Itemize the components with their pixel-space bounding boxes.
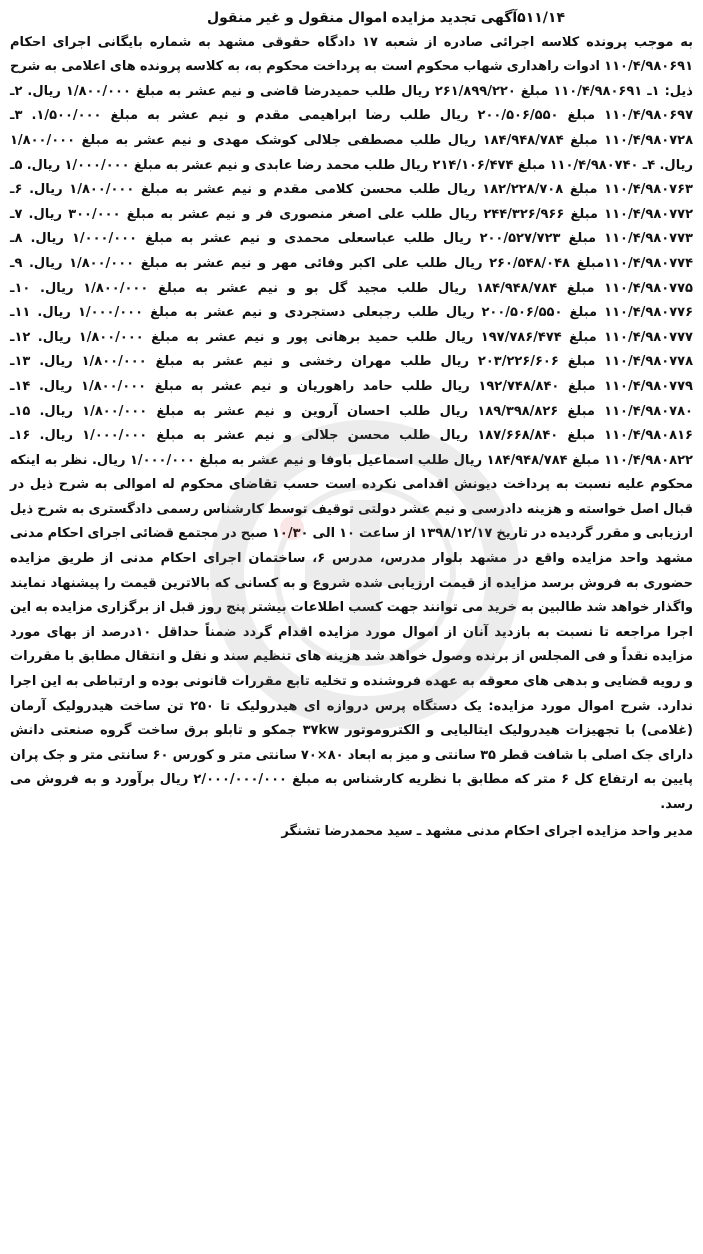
notice-signature: مدیر واحد مزایده اجرای احکام مدنی مشهد ـ سید محمدرضا تشنگر xyxy=(281,823,693,839)
auction-notice xyxy=(10,6,693,1254)
notice-body: به موجب پرونده کلاسه اجرائی صادره از شعبه ۱۷ دادگاه حقوقی مشهد به شماره بایگانی اجرای احکام ۱۱۰/۴/۹۸۰۶۹۱ ادوات راهداری شهاب محکوم است به پرداخت محکوم به، به کلاسه پرونده های اعلامی به شرح ذیل: ۱ـ ۱۱۰/۴/۹۸۰۶۹۱ مبلغ ۲۶۱/۸۹۹/۲۲۰ ریال طلب حمیدرضا قاضی و نیم عشر به مبلغ ۱/۸۰۰/۰۰۰ ریال. ۲ـ ۱۱۰/۴/۹۸۰۶۹۷ مبلغ ۲۰۰/۵۰۶/۵۵۰ ریال طلب رضا ابراهیمی مقدم و نیم عشر به مبلغ ۱/۵۰۰/۰۰۰. ۳ـ ۱۱۰/۴/۹۸۰۷۲۸ مبلغ ۱۸۴/۹۴۸/۷۸۴ ریال طلب مصطفی جلالی کوشک مهدی و نیم عشر به مبلغ ۱/۸۰۰/۰۰۰ ریال. ۴ـ ۱۱۰/۴/۹۸۰۷۴۰ مبلغ ۲۱۴/۱۰۶/۴۷۴ ریال طلب محمد رضا عابدی و نیم عشر به مبلغ ۱/۰۰۰/۰۰۰ ریال. ۵ـ ۱۱۰/۴/۹۸۰۷۶۳ مبلغ ۱۸۲/۲۲۸/۷۰۸ ریال طلب محسن کلامی مقدم و نیم عشر به مبلغ ۱/۸۰۰/۰۰۰ ریال. ۶ـ ۱۱۰/۴/۹۸۰۷۷۲ مبلغ ۲۴۴/۳۲۶/۹۶۶ ریال طلب علی اصغر منصوری فر و نیم عشر به مبلغ ۳۰۰/۰۰۰ ریال. ۷ـ ۱۱۰/۴/۹۸۰۷۷۳ مبلغ ۲۰۰/۵۲۷/۷۲۳ ریال طلب عباسعلی محمدی و نیم عشر به مبلغ ۱/۰۰۰/۰۰۰ ریال. ۸ـ ۱۱۰/۴/۹۸۰۷۷۴مبلغ ۲۶۰/۵۴۸/۰۴۸ ریال طلب علی اکبر وفائی مهر و نیم عشر به مبلغ ۱/۸۰۰/۰۰۰ ریال. ۹ـ ۱۱۰/۴/۹۸۰۷۷۵ مبلغ ۱۸۴/۹۴۸/۷۸۴ ریال طلب مجید گل بو و نیم عشر به مبلغ ۱/۸۰۰/۰۰۰ ریال. ۱۰ـ ۱۱۰/۴/۹۸۰۷۷۶ مبلغ ۲۰۰/۵۰۶/۵۵۰ ریال طلب رجبعلی دستجردی و نیم عشر به مبلغ ۱/۰۰۰/۰۰۰ ریال. ۱۱ـ ۱۱۰/۴/۹۸۰۷۷۷ مبلغ ۱۹۷/۷۸۶/۴۷۴ ریال طلب حمید برهانی پور و نیم عشر به مبلغ ۱/۸۰۰/۰۰۰ ریال. ۱۲ـ ۱۱۰/۴/۹۸۰۷۷۸ مبلغ ۲۰۳/۲۲۶/۶۰۶ ریال طلب مهران رخشی و نیم عشر به مبلغ ۱/۸۰۰/۰۰۰ ریال. ۱۳ـ ۱۱۰/۴/۹۸۰۷۷۹ مبلغ ۱۹۲/۷۴۸/۸۴۰ ریال طلب حامد راهوریان و نیم عشر به مبلغ ۱/۸۰۰/۰۰۰ ریال. ۱۴ـ ۱۱۰/۴/۹۸۰۷۸۰ مبلغ ۱۸۹/۳۹۸/۸۲۶ ریال طلب احسان آروین و نیم عشر به مبلغ ۱/۸۰۰/۰۰۰ ریال. ۱۵ـ ۱۱۰/۴/۹۸۰۸۱۶ مبلغ ۱۸۷/۶۶۸/۸۴۰ ریال طلب محسن جلالی و نیم عشر به مبلغ ۱/۰۰۰/۰۰۰ ریال. ۱۶ـ ۱۱۰/۴/۹۸۰۸۲۲ مبلغ ۱۸۴/۹۴۸/۷۸۴ ریال طلب اسماعیل باوفا و نیم عشر به مبلغ ۱/۰۰۰/۰۰۰ ریال. نظر به اینکه محکوم علیه نسبت به پرداخت دیونش اقدامی نکرده است حسب تقاضای محکوم له اموالی به شرح ذیل در قبال اصل خواسته و هزینه دادرسی و نیم عشر دولتی توقیف توسط کارشناس رسمی دادگستری به شرح ذیل ارزیابی و مقرر گردیده در تاریخ ۱۳۹۸/۱۲/۱۷ از ساعت ۱۰ الی ۱۰/۳۰ صبح در مجتمع قضائی اجرای احکام مدنی مشهد واحد مزایده واقع در مشهد بلوار مدرس، مدرس ۶، ساختمان اجرای احکام مدنی از طریق مزایده حضوری به فروش برسد مزایده از قیمت ارزیابی شده شروع و به کسانی که بالاترین قیمت را پیشنهاد نمایند واگذار خواهد شد طالبین به خرید می توانند جهت کسب اطلاعات بیشتر پنج روز قبل از برگزاری مزایده به این اجرا مراجعه تا نسبت به بازدید آنان از اموال مورد مزایده اقدام گردد ضمناً حداقل ۱۰درصد از بهای مورد مزایده نقداً و فی المجلس از برنده وصول خواهد شد هزینه های تنظیم سند و نقل و انتقال مطابق با مقررات و رویه قضایی و بدهی های معوقه به عهده فروشنده و تخلیه تابع مقررات قانونی بوده و ارتباطی به این اجرا ندارد. شرح اموال مورد مزایده: یک دستگاه پرس دروازه ای هیدرولیک تا ۲۵۰ تن ساخت هیدرولیک آرمان (غلامی) با تجهیزات هیدرولیک ایتالیایی و الکتروموتور ۳۷kw جمکو و تابلو برق ساخت گروه صنعتی دانش دارای جک اصلی با شافت قطر ۳۵ سانتی و میز به ابعاد ۸۰×۷۰ سانتی متر و کورس ۶۰ سانتی متر و جک پران پایین به ارتفاع کل ۶ متر که مطابق با نظریه کارشناس به مبلغ ۲/۰۰۰/۰۰۰/۰۰۰ ریال برآورد و به فروش می رسد. xyxy=(10,34,694,812)
notice-title: ۵۱۱/۱۴آگهی تجدید مزایده اموال منقول و غیر منقول xyxy=(206,10,565,26)
